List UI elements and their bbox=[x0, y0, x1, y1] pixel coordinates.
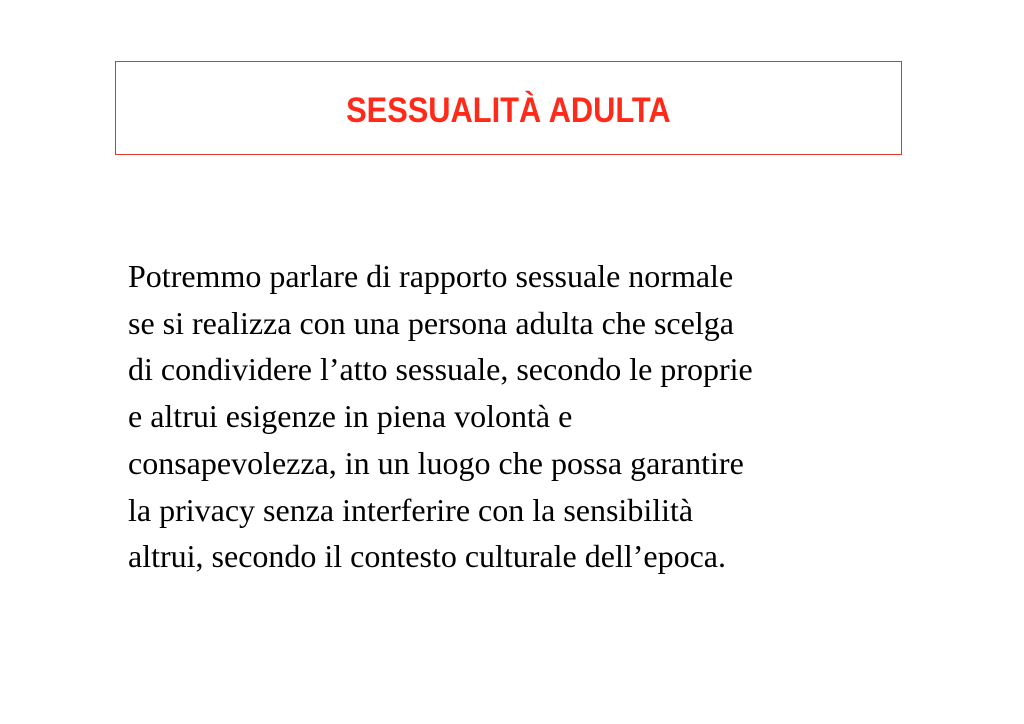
body-line: e altrui esigenze in piena volontà e bbox=[128, 398, 573, 435]
body-paragraph bbox=[128, 253, 928, 580]
body-line: se si realizza con una persona adulta che scelga bbox=[128, 304, 734, 341]
slide-title: SESSUALITÀ ADULTA bbox=[346, 90, 671, 130]
body-line: consapevolezza, in un luogo che possa garantire bbox=[128, 444, 744, 481]
body-line: Potremmo parlare di rapporto sessuale normale bbox=[128, 258, 734, 294]
body-line: di condividere l’atto sessuale, secondo le proprie bbox=[128, 351, 753, 388]
title-box bbox=[115, 61, 902, 155]
body-line: altrui, secondo il contesto culturale dell’epoca. bbox=[128, 538, 726, 575]
body-line: la privacy senza interferire con la sensibilità bbox=[128, 491, 694, 528]
